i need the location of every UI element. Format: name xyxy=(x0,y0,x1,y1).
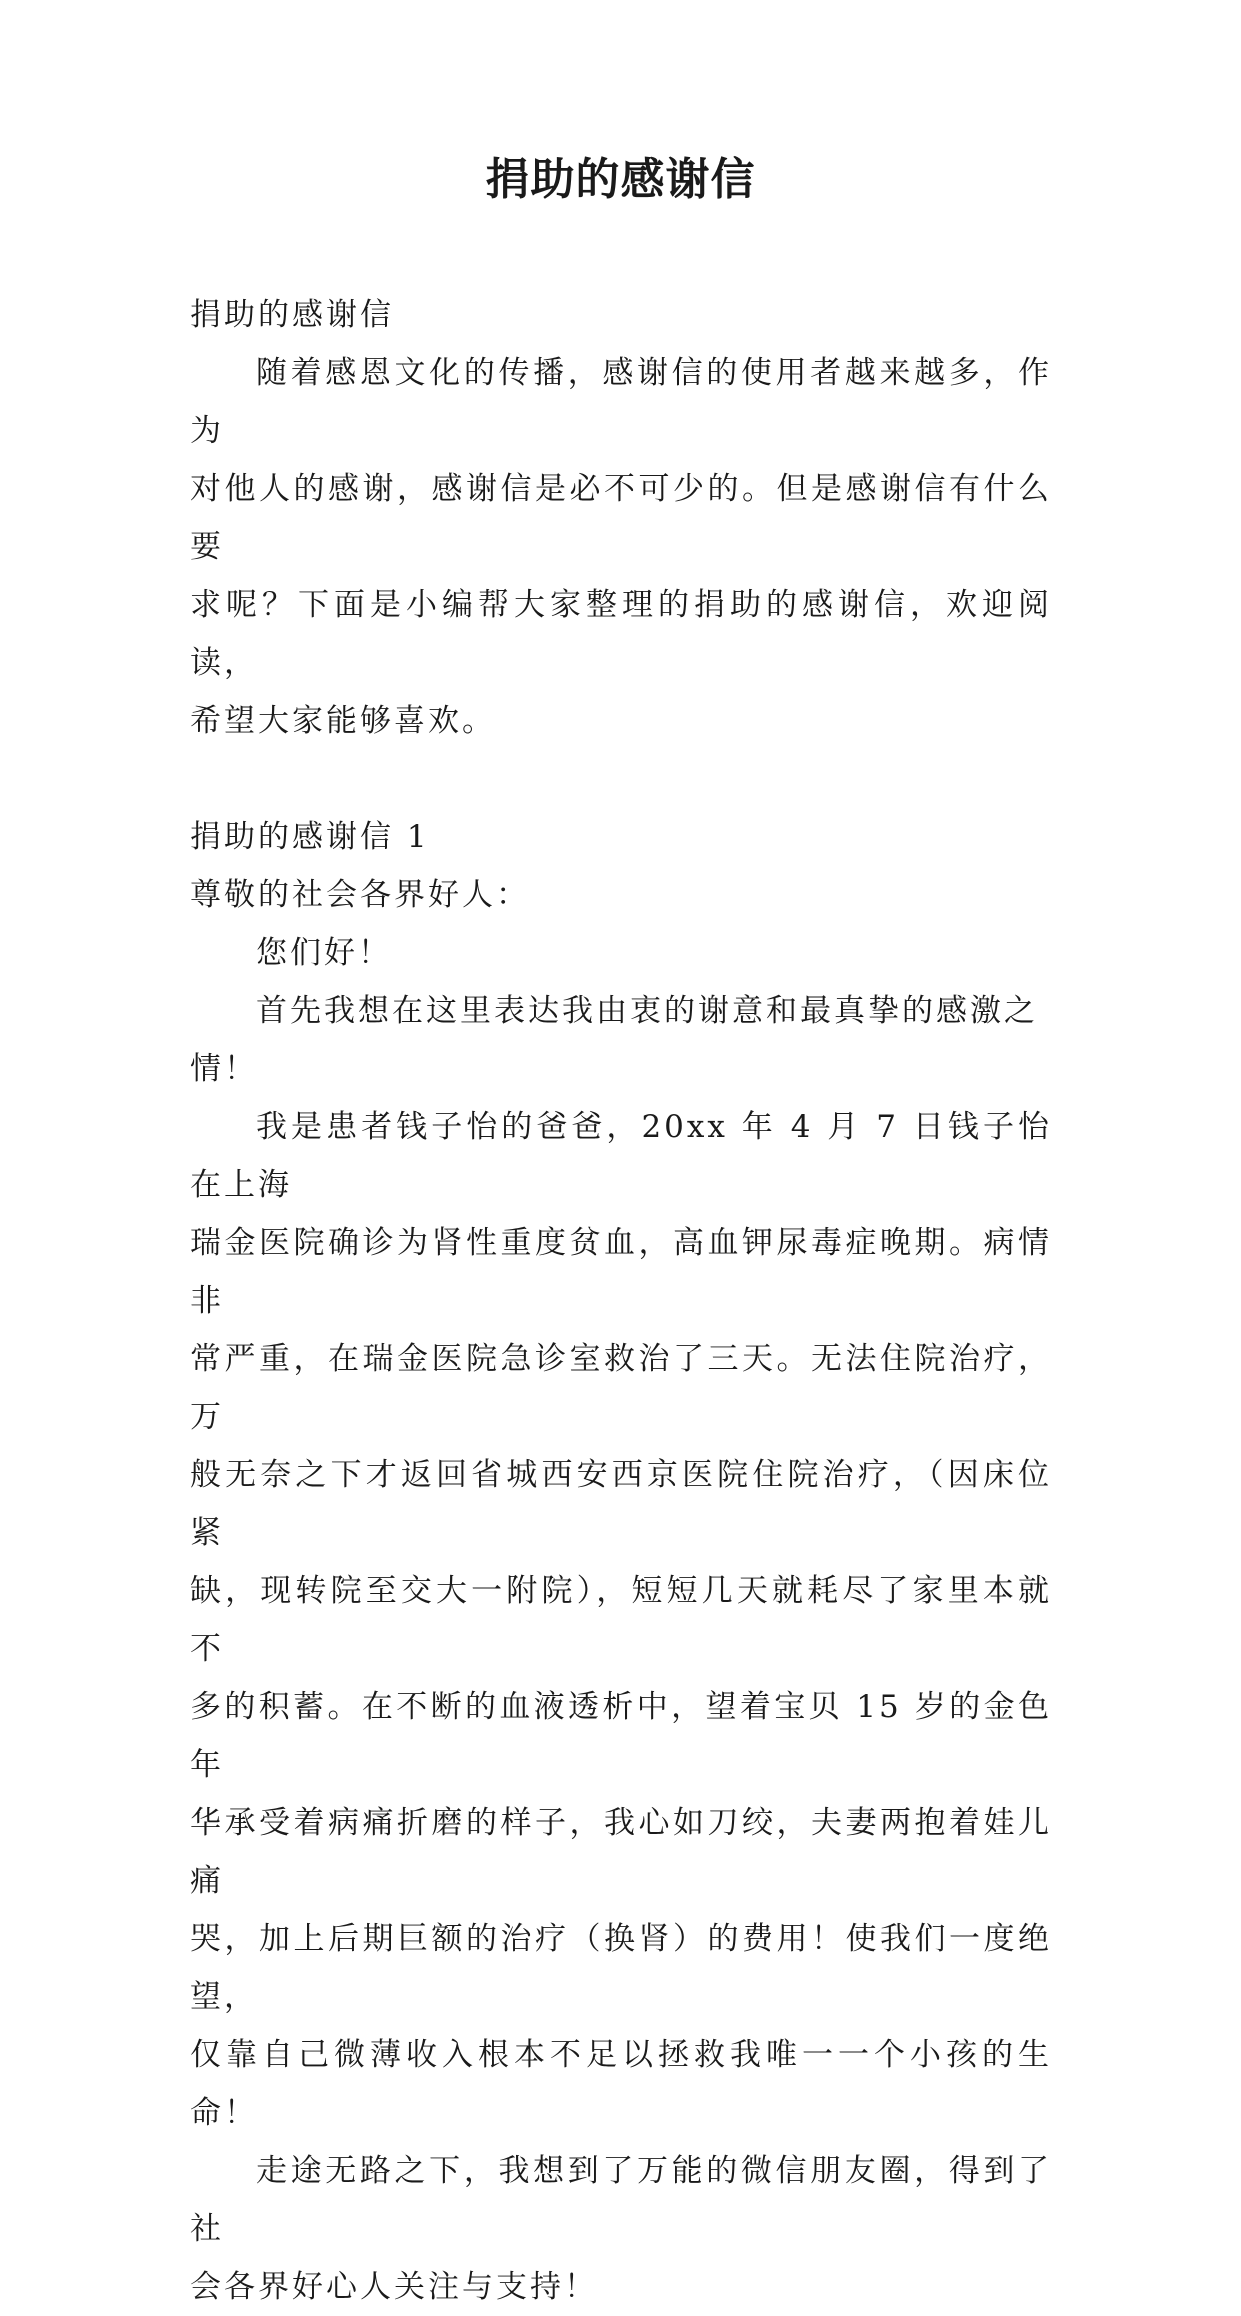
letter-line: 仅靠自己微薄收入根本不足以拯救我唯一一个小孩的生命！ xyxy=(190,2037,1052,2131)
intro-line: 对他人的感谢，感谢信是必不可少的。但是感谢信有什么要 xyxy=(190,471,1052,565)
letter-line: 华承受着病痛折磨的样子，我心如刀绞，夫妻两抱着娃儿痛 xyxy=(190,1805,1052,1899)
intro-heading: 捐助的感谢信 xyxy=(190,297,394,333)
document-title: 捐助的感谢信 xyxy=(485,154,756,205)
document-body xyxy=(190,286,1052,2316)
letter-line: 缺，现转院至交大一附院），短短几天就耗尽了家里本就不 xyxy=(190,1573,1052,1667)
letter-line: 首先我想在这里表达我由衷的谢意和最真挚的感激之 xyxy=(256,993,1038,1029)
letter-salutation: 尊敬的社会各界好人： xyxy=(190,877,530,913)
letter-line: 般无奈之下才返回省城西安西京医院住院治疗，（因床位紧 xyxy=(190,1457,1052,1551)
letter-line: 走途无路之下，我想到了万能的微信朋友圈，得到了社 xyxy=(190,2153,1052,2247)
letter-line: 我是患者钱子怡的爸爸，20xx 年 4 月 7 日钱子怡在上海 xyxy=(190,1109,1052,1203)
letter-greeting: 您们好！ xyxy=(256,935,392,971)
letter-paragraph-1 xyxy=(190,982,1052,1098)
letter-line: 瑞金医院确诊为肾性重度贫血，高血钾尿毒症晚期。病情非 xyxy=(190,1225,1052,1319)
letter-line: 哭，加上后期巨额的治疗（换肾）的费用！使我们一度绝望， xyxy=(190,1921,1052,2015)
letter-heading: 捐助的感谢信 1 xyxy=(190,819,430,855)
letter-line: 情！ xyxy=(190,1051,258,1087)
section-gap xyxy=(190,750,1052,808)
letter-paragraph-2 xyxy=(190,1098,1052,2142)
letter-line: 常严重，在瑞金医院急诊室救治了三天。无法住院治疗，万 xyxy=(190,1341,1052,1435)
intro-line: 求呢？下面是小编帮大家整理的捐助的感谢信，欢迎阅读， xyxy=(190,587,1052,681)
letter-paragraph-3 xyxy=(190,2142,1052,2316)
intro-line: 随着感恩文化的传播，感谢信的使用者越来越多，作为 xyxy=(190,355,1052,449)
intro-line: 希望大家能够喜欢。 xyxy=(190,703,496,739)
intro-paragraph xyxy=(190,344,1052,750)
letter-line: 会各界好心人关注与支持！ xyxy=(190,2269,598,2305)
letter-line: 多的积蓄。在不断的血液透析中，望着宝贝 15 岁的金色年 xyxy=(190,1689,1052,1783)
